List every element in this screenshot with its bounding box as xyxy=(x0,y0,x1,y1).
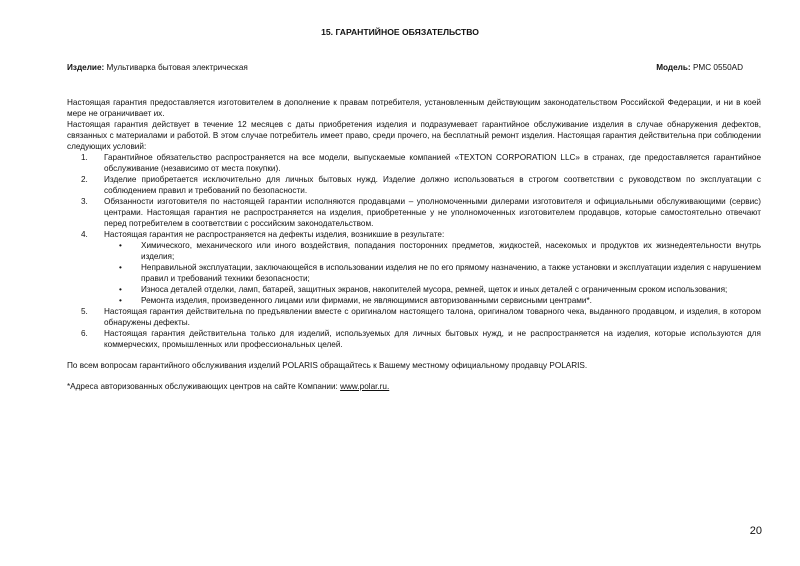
condition-text: Настоящая гарантия не распространяется на дефекты изделия, возникшие в результате: xyxy=(104,230,445,239)
footnote xyxy=(67,381,761,392)
condition-item xyxy=(67,229,761,306)
condition-text: Настоящая гарантия действительна по предъявлении вместе с оригиналом настоящего талона, оригиналом товарного чека, выданного продавцом, и изделия, в котором обнаружены дефекты. xyxy=(104,307,761,327)
polar-website-link[interactable]: www.polar.ru. xyxy=(340,382,390,391)
condition-number: 5. xyxy=(81,307,88,316)
condition-item xyxy=(67,196,761,229)
defect-item xyxy=(104,262,761,284)
item-label: Изделие: xyxy=(67,63,105,72)
warranty-body xyxy=(67,97,761,392)
defect-item xyxy=(104,240,761,262)
page-number: 20 xyxy=(749,525,762,537)
model-label: Модель: xyxy=(656,63,691,72)
condition-text: Гарантийное обязательство распространяется на все модели, выпускаемые компанией «TEXTON CORPORATION LLC» в странах, где предоставляется гарантийное обслуживание (независимо от места покупки). xyxy=(104,153,761,173)
defects-list xyxy=(104,240,761,306)
condition-text: Обязанности изготовителя по настоящей гарантии исполняются продавцами – уполномоченными дилерами изготовителя и официальными обслуживающими (сервис) центрами. Настоящая гарантия не распространяется на изделия, приобретенные у не уполномоченных изготовителем продавцов, которые самостоятельно отвечают перед потребителем в соответствии с российским законодательством. xyxy=(104,197,761,228)
intro-paragraph-2: Настоящая гарантия действует в течение 12 месяцев с даты приобретения изделия и подразумевает гарантийное обслуживание изделия в случае обнаружения дефектов, связанных с материалами и работой. В этом случае потребитель имеет право, среди прочего, на бесплатный ремонт изделия. Настоящая гарантия действительна при соблюдении следующих условий: xyxy=(67,120,761,151)
defect-text: Неправильной эксплуатации, заключающейся в использовании изделия не по его прямому назначению, а также установки и эксплуатации изделия с нарушением правил и требований техники безопасности; xyxy=(141,263,761,283)
bullet-icon: • xyxy=(119,296,122,305)
closing-paragraph: По всем вопросам гарантийного обслуживания изделий POLARIS обращайтесь к Вашему местному официальному продавцу POLARIS. xyxy=(67,361,588,370)
model-value: PMC 0550AD xyxy=(692,63,743,72)
product-model xyxy=(656,62,743,73)
defect-text: Химического, механического или иного воздействия, попадания посторонних предметов, жидкостей, насекомых и продуктов их жизнедеятельности внутрь изделия; xyxy=(141,241,761,261)
spacer xyxy=(67,371,761,381)
condition-item xyxy=(67,174,761,196)
defect-text: Износа деталей отделки, ламп, батарей, защитных экранов, накопителей мусора, ремней, щеток и иных деталей с ограниченным сроком использования; xyxy=(141,285,728,294)
spacer xyxy=(67,350,761,360)
defect-text: Ремонта изделия, произведенного лицами или фирмами, не являющимися авторизованными сервисными центрами*. xyxy=(141,296,592,305)
defect-item xyxy=(104,295,761,306)
product-item xyxy=(67,62,248,73)
product-line xyxy=(67,62,743,73)
section-title: 15. ГАРАНТИЙНОЕ ОБЯЗАТЕЛЬСТВО xyxy=(321,27,479,37)
condition-item xyxy=(67,306,761,328)
condition-number: 2. xyxy=(81,175,88,184)
bullet-icon: • xyxy=(119,241,122,250)
condition-number: 6. xyxy=(81,329,88,338)
item-value: Мультиварка бытовая электрическая xyxy=(106,63,248,72)
condition-number: 4. xyxy=(81,230,88,239)
condition-item xyxy=(67,152,761,174)
condition-number: 1. xyxy=(81,153,88,162)
conditions-list xyxy=(67,152,761,350)
footnote-text: *Адреса авторизованных обслуживающих центров на сайте Компании: xyxy=(67,382,341,391)
bullet-icon: • xyxy=(119,285,122,294)
intro-paragraph-1: Настоящая гарантия предоставляется изготовителем в дополнение к правам потребителя, установленным действующим законодательством Российской Федерации, и ни в коей мере не ограничивает их. xyxy=(67,98,761,118)
condition-text: Настоящая гарантия действительна только для изделий, используемых для личных бытовых нужд, и не распространяется на изделия, которые используются для коммерческих, промышленных или профессиональных целей. xyxy=(104,329,761,349)
bullet-icon: • xyxy=(119,263,122,272)
condition-number: 3. xyxy=(81,197,88,206)
condition-text: Изделие приобретается исключительно для личных бытовых нужд. Изделие должно использоваться в строгом соответствии с руководством по эксплуатации с соблюдением правил и требований по безопасности. xyxy=(104,175,761,195)
defect-item xyxy=(104,284,761,295)
condition-item xyxy=(67,328,761,350)
